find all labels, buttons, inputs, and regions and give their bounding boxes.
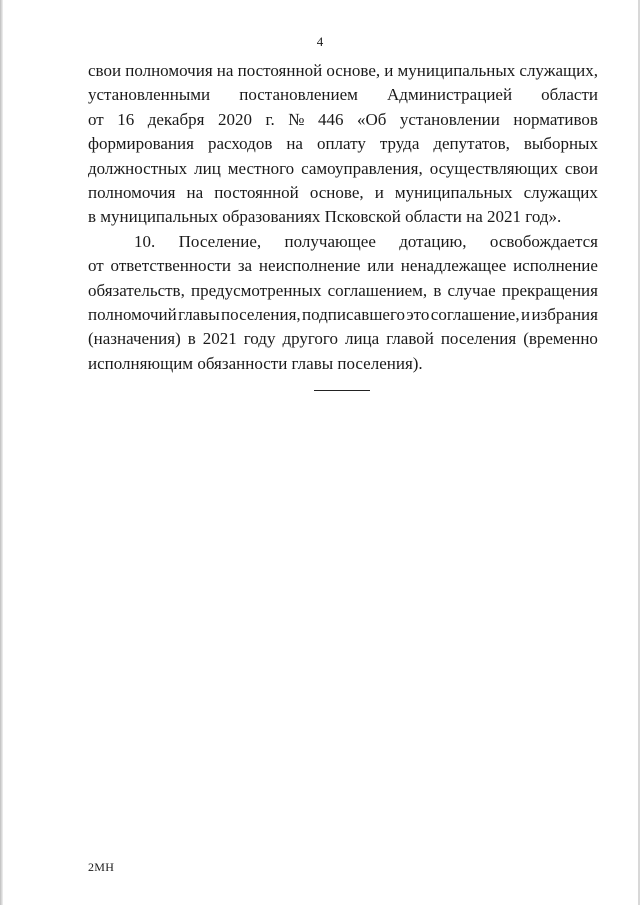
word: случае — [447, 280, 496, 300]
word: от — [88, 256, 104, 276]
word: году — [243, 329, 276, 349]
word: г. — [265, 109, 275, 129]
body-line-10 — [88, 279, 598, 303]
body-line-11 — [88, 303, 598, 327]
document-body — [88, 59, 598, 376]
word: полномочия — [125, 61, 213, 80]
word: (временно — [523, 329, 598, 349]
word: за — [237, 256, 253, 276]
word: основе, — [309, 182, 364, 202]
body-line-8 — [88, 230, 598, 254]
word: полномочий — [88, 304, 177, 324]
body-line-4 — [88, 132, 598, 156]
word: (назначения) — [88, 329, 181, 349]
word: поселения — [440, 329, 517, 349]
body-line-7: в муниципальных образованиях Псковской области на 2021 год». — [88, 207, 562, 227]
word: неисполнение — [258, 256, 361, 276]
word: на — [186, 182, 204, 202]
body-line-1 — [88, 59, 598, 83]
word: 16 — [117, 109, 135, 129]
word: или — [367, 256, 394, 276]
word: «Об — [356, 109, 387, 129]
footer-code: 2МН — [88, 860, 115, 874]
word: в — [187, 329, 196, 349]
word: выборных — [523, 134, 598, 154]
word: это — [406, 304, 430, 324]
word: № — [288, 109, 305, 129]
word: депутатов, — [433, 134, 510, 154]
word: на — [286, 134, 303, 154]
word: формирования — [88, 134, 194, 154]
word: служащих, — [519, 61, 598, 80]
word: местного — [227, 158, 295, 178]
word: ненадлежащее — [400, 256, 507, 276]
word: постановлением — [239, 85, 358, 105]
word: должностных — [88, 158, 188, 178]
word: освобождается — [489, 231, 598, 251]
word: лица — [344, 329, 380, 349]
word: муниципальных — [397, 61, 516, 80]
word: оплату — [316, 134, 366, 154]
word: 2020 — [217, 109, 252, 129]
word: и — [520, 304, 531, 324]
word: получающее — [284, 231, 376, 251]
word: ответственности — [110, 256, 231, 276]
page-number: 4 — [316, 34, 324, 49]
word: постоянной — [214, 182, 299, 202]
word: соглашение, — [430, 304, 520, 324]
word: установленными — [88, 85, 211, 105]
word: расходов — [207, 134, 273, 154]
word: главы — [178, 304, 220, 324]
word: осуществляющих — [429, 158, 558, 178]
word: прекращения — [501, 280, 598, 300]
body-line-2 — [88, 83, 598, 107]
word: 446 — [317, 109, 344, 129]
word: лиц — [194, 158, 221, 178]
word: от — [88, 109, 104, 129]
word: в — [433, 280, 442, 300]
word: предусмотренных — [191, 280, 322, 300]
word: дотацию, — [399, 231, 467, 251]
word: свои — [564, 158, 598, 178]
word: Поселение, — [178, 231, 262, 251]
word: декабря — [147, 109, 205, 129]
word: на — [216, 61, 234, 80]
word: исполнение — [513, 256, 598, 276]
word: соглашением, — [327, 280, 428, 300]
body-line-6 — [88, 181, 598, 205]
end-separator-line — [314, 390, 370, 391]
word: и — [374, 182, 384, 202]
word: труда — [379, 134, 420, 154]
word: самоуправления, — [301, 158, 423, 178]
word: свои — [88, 61, 122, 80]
word: муниципальных — [394, 182, 513, 202]
word: области — [541, 85, 598, 105]
word: полномочия — [88, 182, 176, 202]
word: поселения, — [221, 304, 301, 324]
body-line-3 — [88, 108, 598, 132]
word: подписавшего — [302, 304, 406, 324]
word: 2021 — [202, 329, 237, 349]
word: Администрацией — [387, 85, 513, 105]
word: другого — [282, 329, 338, 349]
word: и — [384, 61, 394, 80]
word: основе, — [326, 61, 381, 80]
body-line-5 — [88, 157, 598, 181]
word: избрания — [531, 304, 598, 324]
body-line-12 — [88, 327, 598, 351]
scan-edge-left — [0, 0, 3, 905]
body-line-9 — [88, 254, 598, 278]
word: обязательств, — [88, 280, 185, 300]
word: 10. — [134, 231, 156, 251]
body-line-13: исполняющим обязанности главы поселения). — [88, 353, 423, 373]
word: главой — [386, 329, 434, 349]
word: постоянной — [237, 61, 323, 80]
word: установлении — [399, 109, 500, 129]
word: нормативов — [513, 109, 598, 129]
word: служащих — [523, 182, 598, 202]
